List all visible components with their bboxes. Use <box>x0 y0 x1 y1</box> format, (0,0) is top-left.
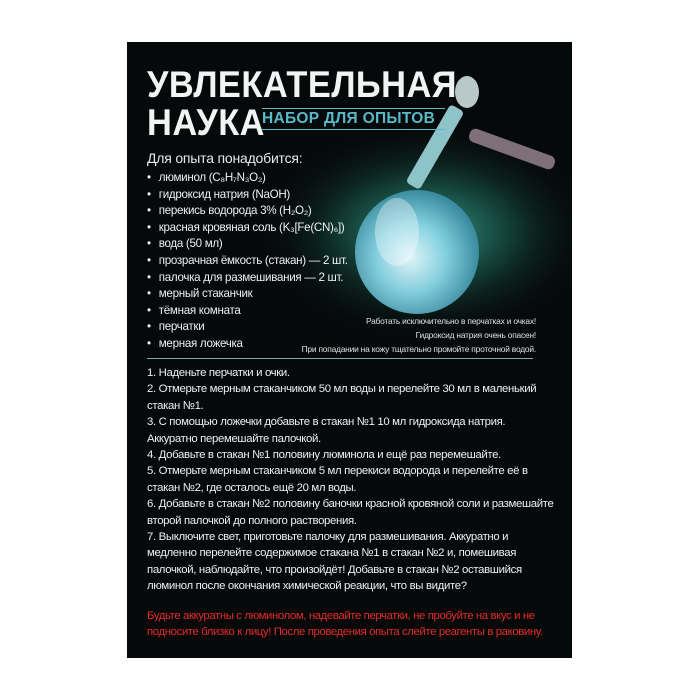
caution-text: Будьте аккуратны с люминолом, надевайте перчатки, не пробуйте на вкус и не подносите близко к лицу! После проведения опыта слейте реагенты в раковину. <box>147 610 543 639</box>
warning-line: При попадании на кожу тщательно промойте проточной водой. <box>301 344 536 354</box>
list-item: • вода (50 мл) <box>147 236 348 253</box>
list-item: • мерный стаканчик <box>147 286 348 303</box>
flask-bulb <box>355 190 479 314</box>
subtitle: НАБОР ДЛЯ ОПЫТОВ <box>262 108 445 130</box>
step: 3. С помощью ложечки добавьте в стакан №1 10 мл гидроксида натрия. Аккуратно перемешайте палочкой. <box>147 416 506 445</box>
instruction-card <box>127 42 572 658</box>
title-line-2: НАУКА <box>147 102 265 143</box>
list-item: • перекись водорода 3% (H₂O₂) <box>147 203 348 220</box>
safety-warnings <box>302 314 536 356</box>
step: 7. Выключите свет, приготовьте палочку для размешивания. Аккуратно и медленно перелейте содержимое стакана №1 в стакан №2 и, помешивая палочкой, наблюдайте, что произойдёт! Добавьте в стакан №2 оставшийся люминол после окончания химической реакции, что вы видите? <box>147 531 522 593</box>
list-item: • палочка для размешивания — 2 шт. <box>147 270 348 287</box>
list-item: • мерная ложечка <box>147 336 348 353</box>
flask-stopper <box>455 76 479 108</box>
warning-line: Гидроксид натрия очень опасен! <box>415 330 536 340</box>
step: 1. Наденьте перчатки и очки. <box>147 367 290 379</box>
divider <box>147 358 533 359</box>
title-line-1: УВЛЕКАТЕЛЬНАЯ <box>147 64 457 105</box>
step: 5. Отмерьте мерным стаканчиком 5 мл перекиси водорода и перелейте её в стакан №2, где осталось ещё 20 мл воды. <box>147 465 528 494</box>
list-item: • перчатки <box>147 319 348 336</box>
materials-heading: Для опыта понадобится: <box>147 150 303 166</box>
warning-line: Работать исключительно в перчатках и очках! <box>365 316 536 326</box>
instruction-steps <box>147 365 557 595</box>
list-item: • красная кровяная соль (K₃[Fe(CN)₆]) <box>147 220 348 237</box>
list-item: • тёмная комната <box>147 303 348 320</box>
list-item: • прозрачная ёмкость (стакан) — 2 шт. <box>147 253 348 270</box>
list-item: • люминол (C₈H₇N₃O₂) <box>147 170 348 187</box>
list-item: • гидроксид натрия (NaOH) <box>147 187 348 204</box>
step: 4. Добавьте в стакан №1 половину люминола и ещё раз перемешайте. <box>147 449 501 462</box>
step: 6. Добавьте в стакан №2 половину баночки красной кровяной соли и размешайте второй палочкой до полного растворения. <box>147 498 554 527</box>
step: 2. Отмерьте мерным стаканчиком 50 мл воды и перелейте 30 мл в маленький стакан №1. <box>147 383 537 412</box>
